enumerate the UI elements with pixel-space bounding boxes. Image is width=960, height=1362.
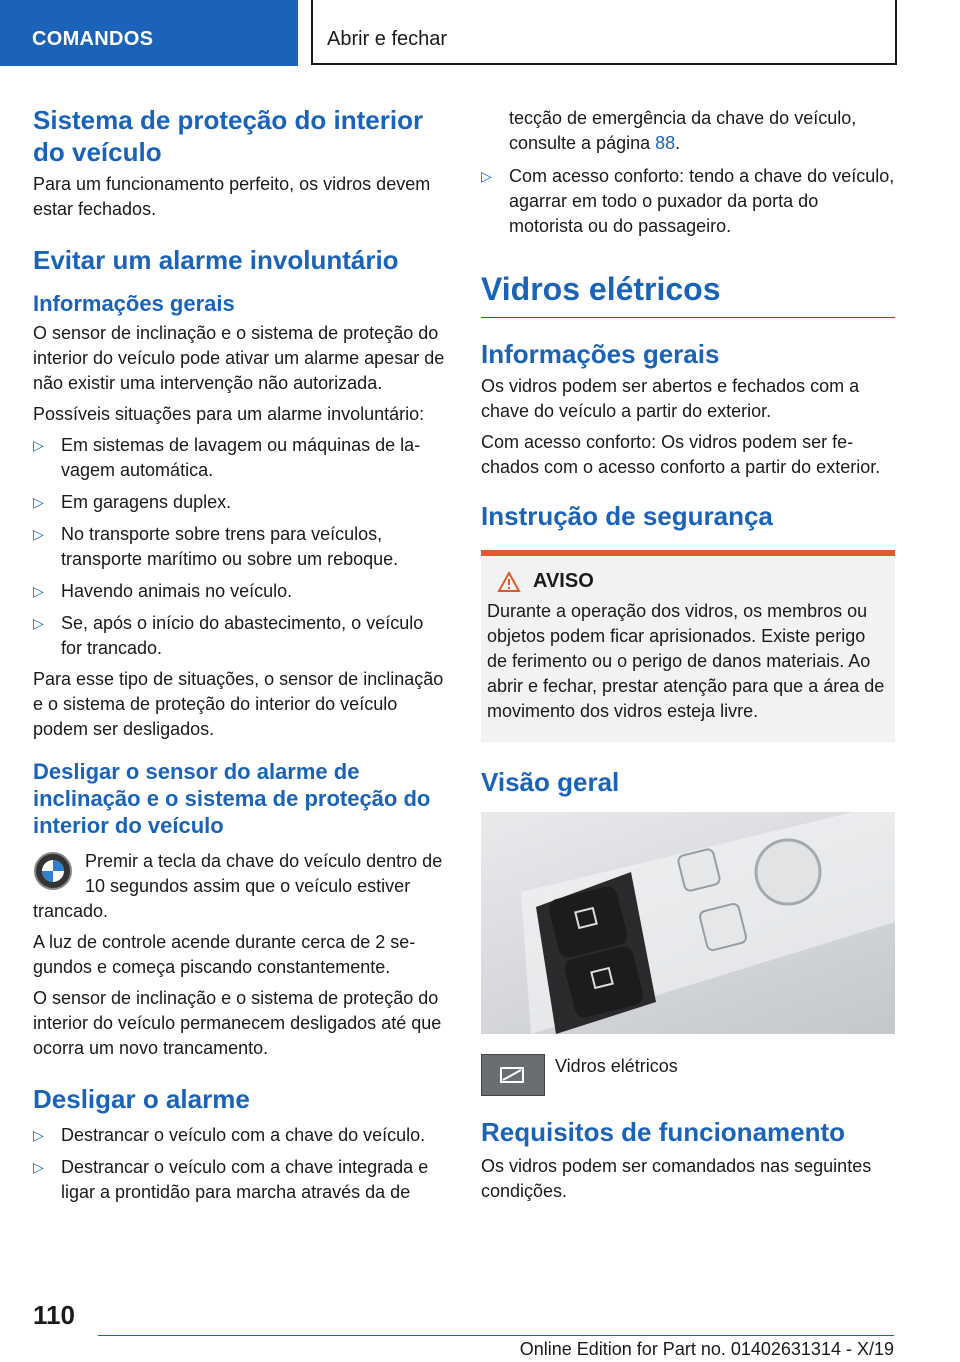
bmw-key-icon [33,851,73,891]
triangle-bullet-icon: ▷ [33,494,44,510]
para-sistema: Para um funcionamento perfeito, os vidros devem estar fechados. [33,174,431,219]
list-item: ▷ Destrancar o veículo com a chave integrada e ligar a prontidão para marcha através da de [33,1157,429,1202]
list-item: ▷ Destrancar o veículo com a chave do veículo. [33,1123,447,1148]
situations-list [33,433,447,661]
section-tab [0,0,298,66]
heading-desligar-alarme: Desligar o alarme [33,1084,250,1114]
triangle-bullet-icon: ▷ [481,168,492,184]
triangle-bullet-icon: ▷ [33,1159,44,1175]
para-para: Para esse tipo de situações, o sensor de inclinação e o sistema de proteção do interior do veículo podem ser desligados. [33,669,444,739]
warning-title: AVISO [533,570,594,592]
heading-evitar: Evitar um alarme involuntário [33,245,399,275]
list-item: ▷ No transporte sobre trens para veículos, transporte marítimo ou sobre um reboque. [33,524,399,569]
para-requisitos: Os vidros podem ser comandados nas seguintes condições. [481,1156,872,1201]
para-premir: Premir a tecla da chave do veículo dentro de 10 segundos assim que o veículo estiver trancado. [33,851,443,921]
heading-desligar-sensor: Desligar o sensor do alarme de inclinação e o sistema de proteção do interior do veículo [33,759,431,838]
heading-info-left: Informações gerais [33,291,235,316]
vidros-title-block [481,269,895,318]
page-number: 110 [33,1300,75,1330]
chapter-title: Abrir e fechar [327,28,448,50]
warning-box [481,550,895,742]
chapter-tab [311,0,897,65]
triangle-bullet-icon: ▷ [33,437,44,453]
premir-block [33,849,447,924]
para-continuation: tecção de emergência da chave do veículo, consulte a página 88. [509,108,857,153]
window-switch-photo [481,812,895,1034]
image-caption: Vidros elétricos [555,1056,678,1076]
para-vidros2: Com acesso conforto: Os vidros podem ser fechados com o acesso conforto a partir do exterior. [481,432,881,477]
warning-header [497,570,887,593]
para-luz: A luz de controle acende durante cerca de 2 segundos e começa piscando constantemente. [33,932,416,977]
caption-row [481,1054,895,1096]
window-switch-illustration [481,812,895,1034]
heading-info-right: Informações gerais [481,339,720,369]
heading-visao: Visão geral [481,767,620,797]
heading-requisitos: Requisitos de funcionamento [481,1117,846,1147]
para-vidros1: Os vidros podem ser abertos e fechados com a chave do veículo a partir do exterior. [481,376,860,421]
page-reference-link[interactable]: 88 [655,133,676,153]
para-possiveis: Possíveis situações para um alarme involuntário: [33,404,425,424]
window-control-chip-icon [481,1054,545,1096]
right-column [481,106,895,1204]
list-item: ▷ Com acesso conforto: tendo a chave do veículo, agarrar em todo o puxador da porta do motorista ou do passageiro. [481,166,895,236]
para-sensor: O sensor de inclinação e o sistema de proteção do interior do veículo permanecem desligados até que ocorra um novo trancamento. [33,988,442,1058]
para-info: O sensor de inclinação e o sistema de proteção do interior do veículo pode ativar um alarme apesar de não existir uma intervenção não autorizada. [33,323,445,393]
list-item: ▷ Se, após o início do abastecimento, o veículo for trancado. [33,613,424,658]
list-item: ▷ Havendo animais no veículo. [33,579,447,604]
alarm-steps-list [33,1123,447,1205]
list-item: ▷ Em sistemas de lavagem ou máquinas de lavagem automática. [33,435,421,480]
left-column [33,100,447,1205]
triangle-bullet-icon: ▷ [33,615,44,631]
triangle-bullet-icon: ▷ [33,583,44,599]
triangle-bullet-icon: ▷ [33,1127,44,1143]
window-icon [493,1062,533,1088]
warning-triangle-icon [497,571,521,593]
triangle-bullet-icon: ▷ [33,526,44,542]
heading-sistema: Sistema de proteção do interior do veículo [33,105,424,167]
footer-edition: Online Edition for Part no. 01402631314 - X/19 [519,1339,894,1359]
list-item: ▷ Em garagens duplex. [33,490,447,515]
heading-instrucao: Instrução de segurança [481,501,773,531]
warning-text: Durante a operação dos vidros, os membros ou objetos podem ficar aprisionados. Existe perigo de ferimento ou o perigo de danos materiais. Ao abrir e fechar, prestar atenção para que a área de movimento dos vidros esteja livre. [487,601,885,721]
section-title: COMANDOS [32,28,154,50]
conforto-list [481,164,895,239]
heading-vidros: Vidros elétricos [481,271,721,307]
footer-rule [98,1335,894,1336]
